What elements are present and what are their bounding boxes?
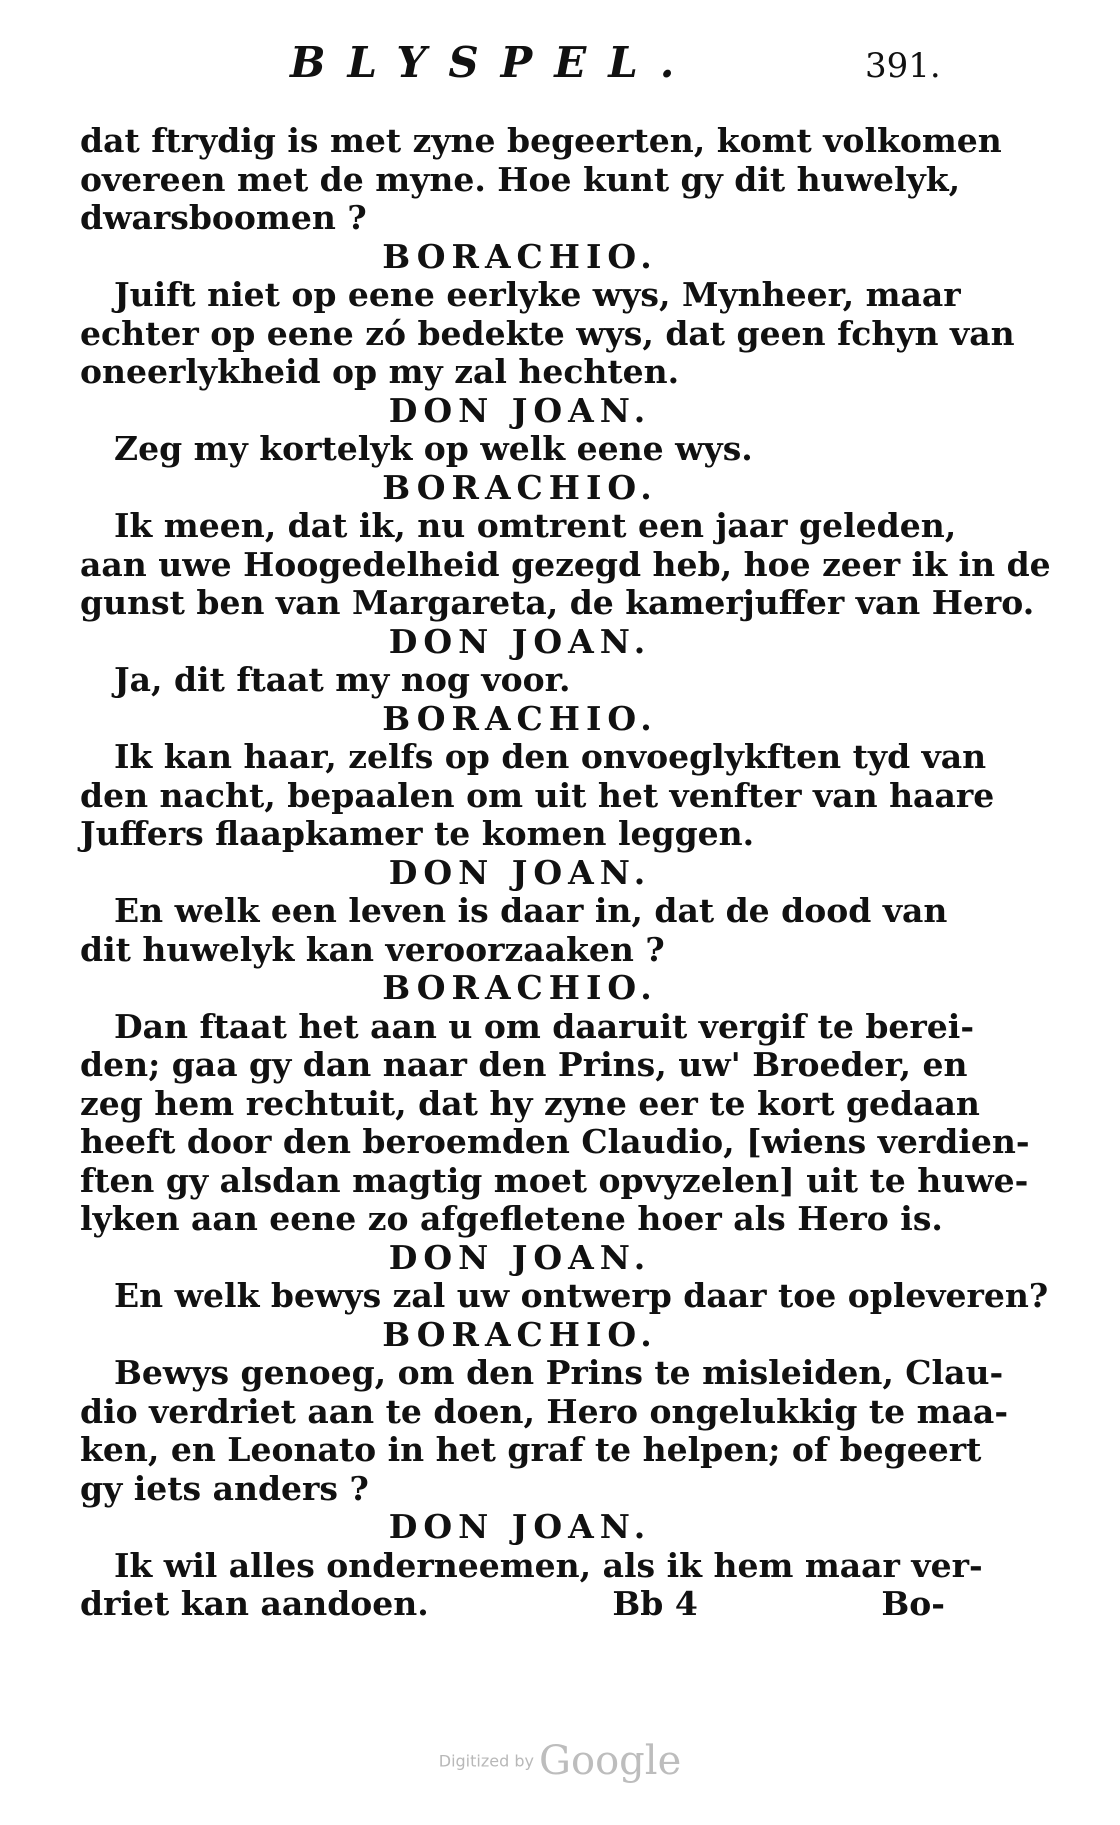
text-line: Juift niet op eene eerlyke wys, Mynheer, maar: [114, 275, 961, 314]
last-line-text: driet kan aandoen.: [80, 1584, 429, 1623]
text-line: dwarsboomen ?: [80, 198, 367, 237]
catchword: Bo-: [881, 1584, 945, 1623]
text-line: zeg hem rechtuit, dat hy zyne eer te kort gedaan: [80, 1083, 980, 1123]
text-line: den nacht, bepaalen om uit het venfter van haare: [80, 775, 995, 815]
text-line: dat ftrydig is met zyne begeerten, komt volkomen: [80, 121, 1002, 160]
speaker-name: DON JOAN.: [388, 1237, 652, 1277]
text-line: oneerlykheid op my zal hechten.: [80, 352, 680, 391]
text-line: dit huwelyk kan veroorzaaken ?: [80, 929, 665, 969]
digitization-watermark: [0, 1738, 1120, 1784]
text-line: den; gaa gy dan naar den Prins, uw' Broeder, en: [80, 1045, 968, 1084]
play-text: [80, 121, 1051, 1624]
text-line: ken, en Leonato in het graf te helpen; of begeert: [80, 1430, 982, 1469]
speaker-name: BORACHIO.: [382, 698, 658, 738]
speaker-name: BORACHIO.: [382, 467, 658, 507]
google-logo: Google: [539, 1738, 682, 1784]
digitized-by-text: Digitized by: [438, 1751, 534, 1771]
page-number: 391.: [865, 46, 941, 86]
text-line: En welk bewys zal uw ontwerp daar toe opleveren?: [114, 1276, 1049, 1315]
speaker-name: BORACHIO.: [382, 968, 658, 1007]
speaker-name: DON JOAN.: [388, 852, 652, 892]
speaker-name: DON JOAN.: [388, 390, 652, 430]
text-line: overeen met de myne. Hoe kunt gy dit huwelyk,: [80, 159, 961, 199]
text-line: Juffers flaapkamer te komen leggen.: [80, 814, 755, 853]
text-line: Ik kan haar, zelfs op den onvoeglykften tyd van: [114, 737, 987, 776]
text-line: dio verdriet aan te doen, Hero ongelukkig te maa-: [80, 1391, 1009, 1431]
speaker-name: DON JOAN.: [388, 1507, 652, 1546]
speaker-name: BORACHIO.: [382, 236, 658, 276]
speaker-name: BORACHIO.: [382, 1314, 658, 1354]
speaker-name: DON JOAN.: [388, 621, 652, 661]
text-line: aan uwe Hoogedelheid gezegd heb, hoe zeer ik in de: [80, 544, 1051, 584]
text-line: Bewys genoeg, om den Prins te misleiden, Clau-: [114, 1353, 1004, 1392]
text-line: Dan ftaat het aan u om daaruit vergif te berei-: [114, 1006, 975, 1046]
text-line: Ja, dit ftaat my nog voor.: [114, 660, 571, 699]
text-line: Ik wil alles onderneemen, als ik hem maar ver-: [114, 1545, 983, 1585]
text-line: heeft door den beroemden Claudio, [wiens verdien-: [80, 1122, 1030, 1161]
last-line: [80, 1585, 945, 1624]
text-line: Zeg my kortelyk op welk eene wys.: [114, 429, 753, 468]
text-line: ften gy alsdan magtig moet opvyzelen] uit te huwe-: [80, 1160, 1029, 1200]
text-lines: [80, 121, 1051, 1585]
text-line: gy iets anders ?: [80, 1468, 369, 1508]
text-line: echter op eene zó bedekte wys, dat geen fchyn van: [80, 313, 1015, 353]
text-line: lyken aan eene zo afgefletene hoer als Hero is.: [80, 1199, 943, 1238]
text-line: gunst ben van Margareta, de kamerjuffer van Hero.: [80, 583, 1035, 622]
text-line: Ik meen, dat ik, nu omtrent een jaar geleden,: [114, 506, 957, 545]
text-line: En welk een leven is daar in, dat de dood van: [114, 891, 948, 930]
signature-mark: Bb 4: [612, 1584, 698, 1623]
running-head: BLYSPEL.: [290, 38, 697, 87]
